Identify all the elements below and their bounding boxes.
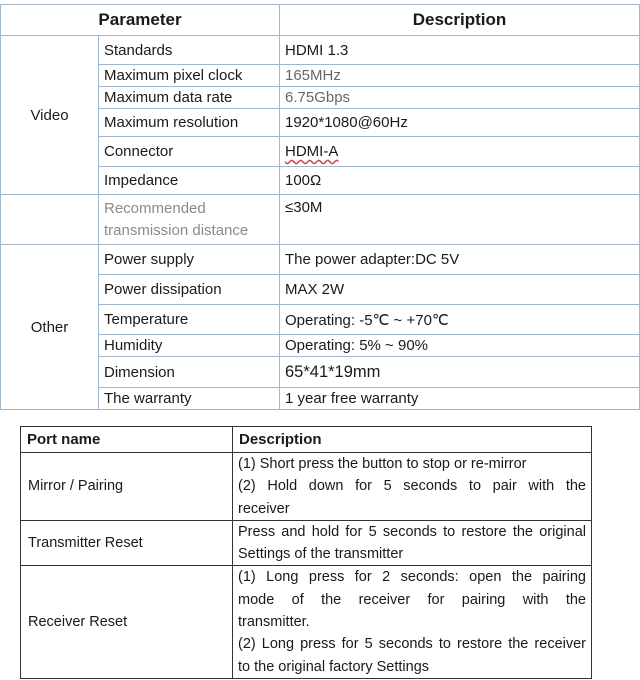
param-name: Maximum data rate [99,87,280,109]
port-description [233,520,592,566]
port-name-header: Port name [21,427,233,453]
param-value: 1920*1080@60Hz [280,109,640,137]
description-line: (1) Short press the button to stop or re-mirror [238,456,527,472]
group-label-video: Video [1,36,99,195]
description-line: receiver [238,500,290,517]
table-row [21,520,592,566]
param-value-text: HDMI-A [285,143,339,160]
description-line: (1) Long press for 2 seconds: open the pairing [238,569,586,586]
port-description [233,566,592,678]
parameter-header: Parameter [1,5,280,36]
param-name: Impedance [99,167,280,195]
description-line: transmitter. [238,614,310,631]
description-line: (2) Hold down for 5 seconds to pair with the [238,478,586,495]
group-label-other: Other [1,245,99,410]
description-header: Description [280,5,640,36]
description-line: (2) Long press for 5 seconds to restore the receiver [238,636,586,653]
param-name: Maximum resolution [99,109,280,137]
param-value: 1 year free warranty [280,388,640,410]
param-name: The warranty [99,388,280,410]
ports-header-row [21,427,592,453]
param-name-line: transmission distance [104,221,249,239]
param-value: HDMI 1.3 [280,36,640,65]
port-description [233,453,592,521]
port-description-table [20,426,592,679]
param-value: 100Ω [280,167,640,195]
table-row [21,566,592,678]
table-row [1,195,640,245]
port-name: Transmitter Reset [21,520,233,566]
table-row [21,453,592,521]
param-value: MAX 2W [280,275,640,305]
description-line: to the original factory Settings [238,658,430,675]
param-value: Operating: 5% ~ 90% [280,335,640,357]
description-line: Settings of the transmitter [238,546,404,563]
param-name-line: Recommended [104,199,206,217]
table-row [1,36,640,65]
param-value: The power adapter:DC 5V [280,245,640,275]
port-name: Receiver Reset [21,566,233,678]
param-name: Humidity [99,335,280,357]
param-name: Standards [99,36,280,65]
param-value: ≤30M [280,195,640,245]
param-name: Dimension [99,357,280,388]
param-name [99,195,280,245]
description-line: mode of the receiver for pairing with the [238,591,586,608]
table-row [1,245,640,275]
port-name: Mirror / Pairing [21,453,233,521]
param-name: Power supply [99,245,280,275]
param-value [280,137,640,167]
param-name: Temperature [99,305,280,335]
group-label-empty [1,195,99,245]
port-description-header: Description [233,427,592,453]
param-value: 165MHz [280,65,640,87]
param-value: 6.75Gbps [280,87,640,109]
description-line: Press and hold for 5 seconds to restore the original [238,523,586,540]
specifications-table [0,4,640,410]
param-value: 65*41*19mm [280,357,640,388]
specs-header-row [1,5,640,36]
param-name: Maximum pixel clock [99,65,280,87]
param-name: Power dissipation [99,275,280,305]
param-value: Operating: -5℃ ~ +70℃ [280,305,640,335]
param-name: Connector [99,137,280,167]
